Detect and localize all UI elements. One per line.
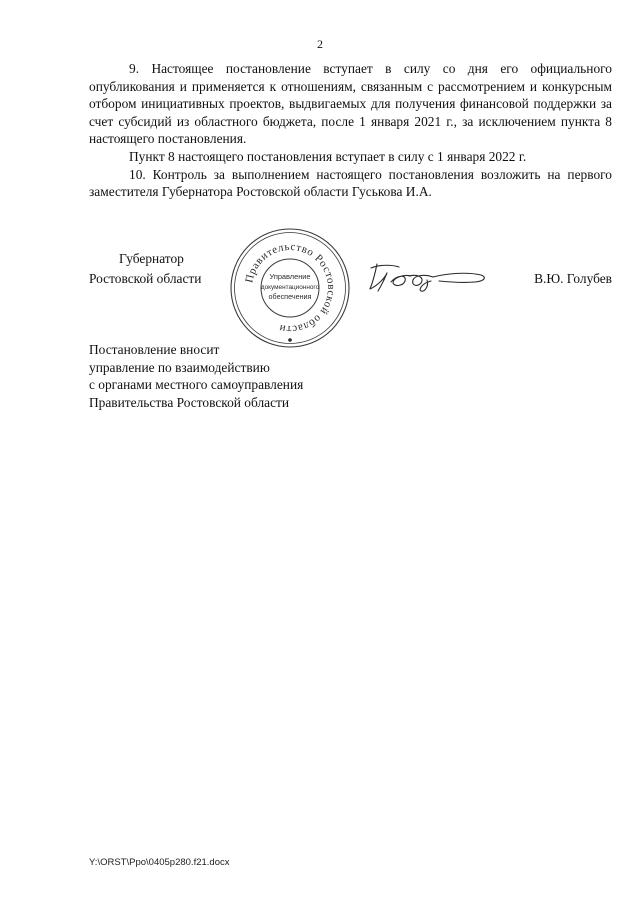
signature-block bbox=[89, 230, 612, 340]
official-seal-stamp bbox=[229, 227, 351, 349]
seal-inner-line1: Управление bbox=[269, 272, 311, 281]
signer-title-line2: Ростовской области bbox=[89, 271, 202, 286]
seal-inner-line2: документационного bbox=[260, 284, 320, 291]
paragraph-9: 9. Настоящее постановление вступает в силу со дня его официального опубликования и применяется к отношениям, связанным с рассмотрением и конкурсным отбором инициативных проектов, выдвигаемых для получения финансовой поддержки за счет субсидий из областного бюджета, после 1 января 2021 г., за исключением пункта 8 настоящего постановления. bbox=[89, 61, 612, 147]
file-path-footer: Y:\ORST\Ppo\0405p280.f21.docx bbox=[89, 857, 230, 868]
submitter-line3: с органами местного самоуправления bbox=[89, 377, 304, 393]
submitter-line1: Постановление вносит bbox=[89, 342, 220, 357]
paragraph-10: 10. Контроль за выполнением настоящего постановления возложить на первого заместителя Губернатора Ростовской области Гуськова И.А. bbox=[89, 166, 612, 200]
document-body bbox=[89, 60, 612, 201]
submitter-line2: управление по взаимодействию bbox=[89, 359, 270, 375]
handwritten-signature bbox=[363, 256, 493, 298]
page-number: 2 bbox=[317, 37, 323, 51]
submitter-line4: Правительства Ростовской области bbox=[89, 394, 290, 410]
signer-title-line1: Губернатор bbox=[119, 251, 184, 266]
seal-inner-line3: обеспечения bbox=[268, 292, 312, 301]
submitter-note bbox=[89, 341, 303, 411]
paragraph-item-8-effective: Пункт 8 настоящего постановления вступает в силу с 1 января 2022 г. bbox=[129, 148, 527, 164]
seal-ring-text: Правительство Ростовской области bbox=[243, 240, 338, 336]
signer-name: В.Ю. Голубев bbox=[534, 271, 612, 286]
